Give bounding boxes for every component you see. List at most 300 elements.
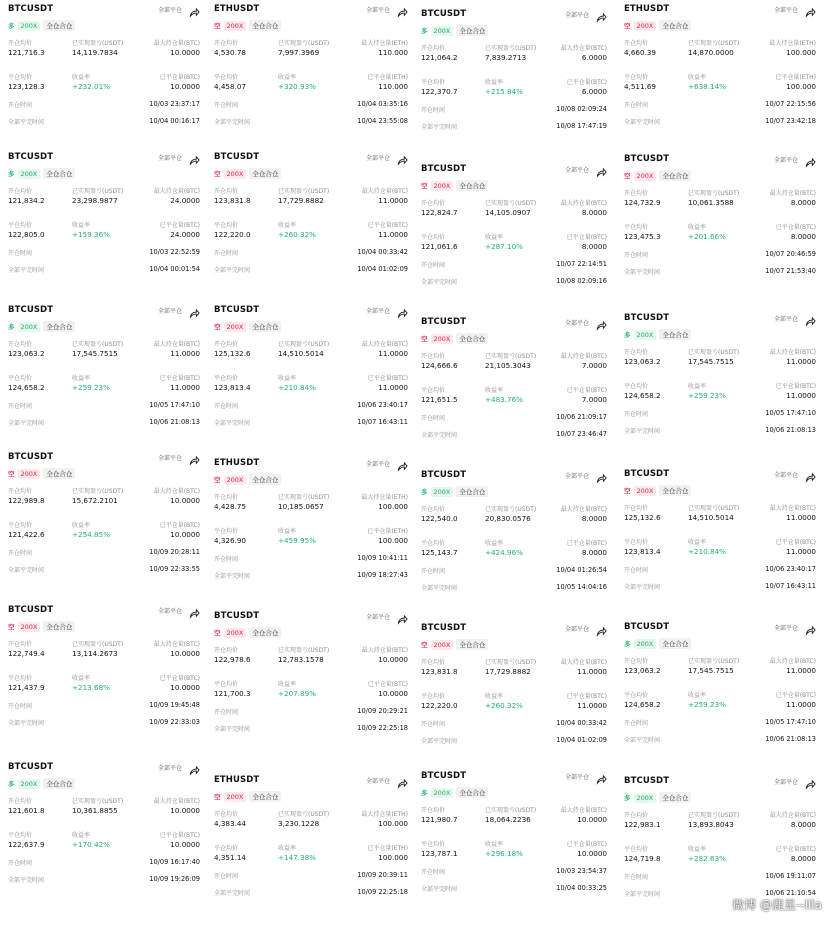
realized-pnl-label: 已实现盈亏(USDT) bbox=[278, 188, 330, 195]
close-avg-label: 平仓均价 bbox=[8, 675, 33, 682]
close-time-label: 全部平完时间 bbox=[624, 269, 661, 276]
close-time-value: 10/04 01:02:09 bbox=[357, 265, 408, 273]
position-card bbox=[214, 4, 412, 152]
close-avg-value: 121,422.6 bbox=[8, 530, 45, 539]
open-avg-value: 123,831.8 bbox=[421, 667, 458, 676]
yield-label: 收益率 bbox=[72, 832, 91, 839]
share-icon[interactable] bbox=[189, 604, 200, 615]
badge-row bbox=[214, 321, 281, 332]
max-hold-value: 11.0000 bbox=[577, 667, 607, 676]
close-time-value: 10/06 21:08:13 bbox=[765, 735, 816, 743]
card-header bbox=[421, 470, 611, 484]
closed-qty-value: 11.0000 bbox=[577, 701, 607, 710]
yield-value: +260.32% bbox=[278, 230, 317, 239]
close-all-button[interactable]: 全部平仓 bbox=[564, 774, 589, 781]
direction-badge: 多 bbox=[8, 170, 15, 178]
badge-row bbox=[421, 180, 488, 191]
yield-label: 收益率 bbox=[688, 539, 707, 546]
open-time-label: 开仓时间 bbox=[624, 567, 649, 574]
open-avg-value: 121,834.2 bbox=[8, 196, 45, 205]
leverage-badge: 200X bbox=[224, 322, 247, 332]
yield-value: +259.23% bbox=[688, 391, 727, 400]
card-header bbox=[214, 4, 412, 18]
closed-qty-label: 已平仓量(BTC) bbox=[775, 383, 816, 390]
leverage-badge: 200X bbox=[634, 793, 657, 803]
close-all-button[interactable]: 全部平仓 bbox=[157, 7, 182, 14]
open-time-label: 开仓时间 bbox=[421, 568, 446, 575]
close-time-label: 全部平完时间 bbox=[8, 420, 45, 427]
closed-qty-value: 10.0000 bbox=[170, 82, 200, 91]
symbol-label: BTCUSDT bbox=[214, 152, 260, 162]
close-all-button[interactable]: 全部平仓 bbox=[365, 614, 390, 621]
realized-pnl-label: 已实现盈亏(USDT) bbox=[72, 488, 124, 495]
open-avg-value: 122,749.4 bbox=[8, 649, 45, 658]
share-icon[interactable] bbox=[189, 451, 200, 462]
badge-row bbox=[214, 20, 281, 31]
open-time-label: 开仓时间 bbox=[214, 250, 239, 257]
close-time-value: 10/04 00:33:25 bbox=[556, 884, 607, 892]
close-avg-value: 122,637.9 bbox=[8, 840, 45, 849]
margin-mode-badge: 全仓合仓 bbox=[249, 791, 281, 802]
direction-badge: 空 bbox=[214, 323, 221, 331]
open-time-value: 10/05 17:47:10 bbox=[765, 409, 816, 417]
share-icon[interactable] bbox=[596, 8, 607, 19]
share-icon[interactable] bbox=[397, 3, 408, 14]
close-avg-label: 平仓均价 bbox=[8, 832, 33, 839]
yield-label: 收益率 bbox=[278, 74, 297, 81]
open-avg-label: 开仓均价 bbox=[8, 40, 33, 47]
close-all-button[interactable]: 全部平仓 bbox=[564, 167, 589, 174]
badge-row bbox=[8, 20, 75, 31]
closed-qty-label: 已平仓量(BTC) bbox=[159, 675, 200, 682]
max-hold-value: 10.0000 bbox=[170, 649, 200, 658]
max-hold-label: 最大持仓量(BTC) bbox=[560, 200, 607, 207]
max-hold-value: 8.0000 bbox=[581, 208, 607, 217]
max-hold-label: 最大持仓量(ETH) bbox=[361, 40, 408, 47]
leverage-badge: 200X bbox=[224, 169, 247, 179]
realized-pnl-label: 已实现盈亏(USDT) bbox=[72, 641, 124, 648]
open-time-value: 10/07 20:46:59 bbox=[765, 250, 816, 258]
yield-label: 收益率 bbox=[485, 841, 504, 848]
close-avg-label: 平仓均价 bbox=[421, 693, 446, 700]
yield-label: 收益率 bbox=[72, 522, 91, 529]
symbol-label: BTCUSDT bbox=[421, 771, 467, 781]
margin-mode-badge: 全仓合仓 bbox=[43, 621, 75, 632]
card-header bbox=[8, 605, 204, 619]
yield-label: 收益率 bbox=[278, 375, 297, 382]
yield-value: +259.23% bbox=[688, 700, 727, 709]
badge-row bbox=[421, 639, 488, 650]
card-column bbox=[421, 0, 611, 915]
max-hold-value: 11.0000 bbox=[378, 196, 408, 205]
position-card bbox=[8, 605, 204, 761]
open-time-value: 10/09 10:41:11 bbox=[357, 554, 408, 562]
closed-qty-label: 已平仓量(BTC) bbox=[566, 79, 607, 86]
open-avg-label: 开仓均价 bbox=[421, 506, 446, 513]
close-all-button[interactable]: 全部平仓 bbox=[773, 316, 798, 323]
realized-pnl-value: 14,510.5014 bbox=[688, 513, 734, 522]
close-time-value: 10/04 00:16:17 bbox=[149, 117, 200, 125]
share-icon[interactable] bbox=[596, 622, 607, 633]
close-avg-label: 平仓均价 bbox=[421, 841, 446, 848]
close-time-label: 全部平完时间 bbox=[421, 886, 458, 893]
realized-pnl-label: 已实现盈亏(USDT) bbox=[278, 341, 330, 348]
closed-qty-label: 已平仓量(BTC) bbox=[367, 681, 408, 688]
direction-badge: 多 bbox=[8, 780, 15, 788]
realized-pnl-value: 21,105.3043 bbox=[485, 361, 531, 370]
close-all-button[interactable]: 全部平仓 bbox=[564, 320, 589, 327]
card-header bbox=[8, 305, 204, 319]
closed-qty-value: 11.0000 bbox=[786, 391, 816, 400]
close-all-button[interactable]: 全部平仓 bbox=[157, 308, 182, 315]
direction-badge: 空 bbox=[8, 623, 15, 631]
realized-pnl-value: 14,105.0907 bbox=[485, 208, 531, 217]
close-time-label: 全部平完时间 bbox=[214, 420, 251, 427]
close-time-value: 10/09 22:33:55 bbox=[149, 565, 200, 573]
open-avg-value: 4,660.39 bbox=[624, 48, 657, 57]
max-hold-value: 100.000 bbox=[378, 502, 408, 511]
close-avg-label: 平仓均价 bbox=[421, 540, 446, 547]
close-avg-value: 123,813.4 bbox=[624, 547, 661, 556]
max-hold-label: 最大持仓量(BTC) bbox=[560, 45, 607, 52]
margin-mode-badge: 全仓合仓 bbox=[249, 474, 281, 485]
direction-badge: 空 bbox=[214, 793, 221, 801]
card-header bbox=[624, 622, 820, 636]
realized-pnl-value: 3,230.1228 bbox=[278, 819, 320, 828]
close-all-button[interactable]: 全部平仓 bbox=[157, 155, 182, 162]
open-avg-label: 开仓均价 bbox=[624, 658, 649, 665]
close-all-button[interactable]: 全部平仓 bbox=[564, 12, 589, 19]
position-card bbox=[421, 771, 611, 924]
closed-qty-value: 8.0000 bbox=[790, 232, 816, 241]
share-icon[interactable] bbox=[397, 457, 408, 468]
close-all-button[interactable]: 全部平仓 bbox=[157, 608, 182, 615]
leverage-badge: 200X bbox=[634, 21, 657, 31]
open-time-label: 开仓时间 bbox=[421, 721, 446, 728]
share-icon[interactable] bbox=[596, 770, 607, 781]
close-avg-value: 4,511.69 bbox=[624, 82, 657, 91]
closed-qty-label: 已平仓量(BTC) bbox=[159, 375, 200, 382]
position-card bbox=[214, 611, 412, 767]
max-hold-value: 24.0000 bbox=[170, 196, 200, 205]
leverage-badge: 200X bbox=[18, 322, 41, 332]
close-time-value: 10/04 23:55:08 bbox=[357, 117, 408, 125]
max-hold-value: 100.000 bbox=[786, 48, 816, 57]
closed-qty-label: 已平仓量(BTC) bbox=[566, 234, 607, 241]
close-all-button[interactable]: 全部平仓 bbox=[365, 155, 390, 162]
open-avg-label: 开仓均价 bbox=[8, 488, 33, 495]
position-card bbox=[421, 317, 611, 467]
close-time-label: 全部平完时间 bbox=[624, 119, 661, 126]
margin-mode-badge: 全仓合仓 bbox=[659, 792, 691, 803]
closed-qty-value: 8.0000 bbox=[581, 242, 607, 251]
share-icon[interactable] bbox=[397, 610, 408, 621]
realized-pnl-label: 已实现盈亏(USDT) bbox=[688, 812, 740, 819]
card-header bbox=[624, 4, 820, 18]
direction-badge: 多 bbox=[624, 331, 631, 339]
closed-qty-value: 7.0000 bbox=[581, 395, 607, 404]
symbol-label: BTCUSDT bbox=[8, 452, 54, 462]
symbol-label: BTCUSDT bbox=[8, 152, 54, 162]
yield-label: 收益率 bbox=[72, 74, 91, 81]
share-icon[interactable] bbox=[397, 304, 408, 315]
max-hold-label: 最大持仓量(BTC) bbox=[560, 659, 607, 666]
share-icon[interactable] bbox=[189, 761, 200, 772]
open-time-value: 10/05 17:47:10 bbox=[765, 718, 816, 726]
close-avg-value: 124,658.2 bbox=[624, 700, 661, 709]
yield-label: 收益率 bbox=[485, 387, 504, 394]
share-icon[interactable] bbox=[397, 774, 408, 785]
symbol-label: BTCUSDT bbox=[421, 623, 467, 633]
position-card bbox=[8, 305, 204, 455]
realized-pnl-value: 14,510.5014 bbox=[278, 349, 324, 358]
max-hold-label: 最大持仓量(BTC) bbox=[153, 798, 200, 805]
open-time-value: 10/04 03:35:16 bbox=[357, 100, 408, 108]
open-avg-label: 开仓均价 bbox=[8, 188, 33, 195]
share-icon[interactable] bbox=[596, 469, 607, 480]
yield-value: +207.89% bbox=[278, 689, 317, 698]
realized-pnl-label: 已实现盈亏(USDT) bbox=[278, 494, 330, 501]
share-icon[interactable] bbox=[805, 468, 816, 479]
closed-qty-label: 已平仓量(BTC) bbox=[775, 692, 816, 699]
realized-pnl-label: 已实现盈亏(USDT) bbox=[485, 45, 537, 52]
close-time-value: 10/07 21:53:40 bbox=[765, 267, 816, 275]
margin-mode-badge: 全仓合仓 bbox=[456, 25, 488, 36]
closed-qty-label: 已平仓量(BTC) bbox=[566, 693, 607, 700]
close-all-button[interactable]: 全部平仓 bbox=[773, 157, 798, 164]
leverage-badge: 200X bbox=[18, 779, 41, 789]
leverage-badge: 200X bbox=[224, 792, 247, 802]
position-card bbox=[8, 152, 204, 302]
open-time-value: 10/04 00:33:42 bbox=[556, 719, 607, 727]
yield-label: 收益率 bbox=[278, 528, 297, 535]
close-time-value: 10/06 21:08:13 bbox=[765, 426, 816, 434]
open-avg-value: 4,530.78 bbox=[214, 48, 247, 57]
realized-pnl-value: 12,783.1578 bbox=[278, 655, 324, 664]
close-avg-value: 125,143.7 bbox=[421, 548, 458, 557]
realized-pnl-value: 17,545.7515 bbox=[688, 357, 734, 366]
position-card bbox=[624, 469, 820, 621]
leverage-badge: 200X bbox=[431, 788, 454, 798]
closed-qty-label: 已平仓量(BTC) bbox=[566, 387, 607, 394]
direction-badge: 空 bbox=[214, 22, 221, 30]
symbol-label: BTCUSDT bbox=[8, 4, 54, 14]
realized-pnl-label: 已实现盈亏(USDT) bbox=[278, 40, 330, 47]
close-all-button[interactable]: 全部平仓 bbox=[564, 473, 589, 480]
closed-qty-label: 已平仓量(BTC) bbox=[159, 222, 200, 229]
direction-badge: 空 bbox=[624, 22, 631, 30]
badge-row bbox=[624, 792, 691, 803]
leverage-badge: 200X bbox=[634, 171, 657, 181]
card-column bbox=[624, 0, 820, 915]
close-all-button[interactable]: 全部平仓 bbox=[157, 455, 182, 462]
closed-qty-label: 已平仓量(BTC) bbox=[775, 846, 816, 853]
yield-label: 收益率 bbox=[485, 540, 504, 547]
open-avg-value: 125,132.6 bbox=[624, 513, 661, 522]
yield-value: +638.14% bbox=[688, 82, 727, 91]
direction-badge: 空 bbox=[624, 487, 631, 495]
closed-qty-label: 已平仓量(BTC) bbox=[775, 539, 816, 546]
close-avg-value: 124,658.2 bbox=[8, 383, 45, 392]
card-header bbox=[421, 164, 611, 178]
card-header bbox=[8, 152, 204, 166]
close-all-button[interactable]: 全部平仓 bbox=[773, 779, 798, 786]
margin-mode-badge: 全仓合仓 bbox=[43, 468, 75, 479]
open-avg-label: 开仓均价 bbox=[8, 641, 33, 648]
realized-pnl-value: 10,061.3588 bbox=[688, 198, 734, 207]
close-avg-value: 122,220.0 bbox=[421, 701, 458, 710]
close-all-button[interactable]: 全部平仓 bbox=[365, 308, 390, 315]
yield-value: +147.38% bbox=[278, 853, 317, 862]
realized-pnl-value: 7,997.3969 bbox=[278, 48, 320, 57]
card-header bbox=[214, 305, 412, 319]
share-icon[interactable] bbox=[805, 153, 816, 164]
badge-row bbox=[8, 168, 75, 179]
open-time-value: 10/09 16:17:40 bbox=[149, 858, 200, 866]
close-all-button[interactable]: 全部平仓 bbox=[773, 7, 798, 14]
close-time-label: 全部平完时间 bbox=[214, 890, 251, 897]
leverage-badge: 200X bbox=[431, 181, 454, 191]
card-header bbox=[8, 762, 204, 776]
close-avg-label: 平仓均价 bbox=[624, 692, 649, 699]
closed-qty-value: 100.000 bbox=[378, 536, 408, 545]
close-all-button[interactable]: 全部平仓 bbox=[773, 625, 798, 632]
max-hold-value: 10.0000 bbox=[170, 496, 200, 505]
share-icon[interactable] bbox=[805, 621, 816, 632]
closed-qty-value: 11.0000 bbox=[786, 547, 816, 556]
margin-mode-badge: 全仓合仓 bbox=[249, 168, 281, 179]
badge-row bbox=[421, 25, 488, 36]
open-time-value: 10/08 02:09:24 bbox=[556, 105, 607, 113]
share-icon[interactable] bbox=[189, 304, 200, 315]
margin-mode-badge: 全仓合仓 bbox=[659, 170, 691, 181]
yield-value: +424.96% bbox=[485, 548, 524, 557]
symbol-label: BTCUSDT bbox=[421, 164, 467, 174]
close-avg-value: 4,326.90 bbox=[214, 536, 247, 545]
leverage-badge: 200X bbox=[224, 628, 247, 638]
close-all-button[interactable]: 全部平仓 bbox=[365, 778, 390, 785]
open-time-label: 开仓时间 bbox=[214, 102, 239, 109]
close-avg-value: 4,351.14 bbox=[214, 853, 247, 862]
close-time-value: 10/09 22:25:18 bbox=[357, 888, 408, 896]
closed-qty-value: 10.0000 bbox=[577, 849, 607, 858]
yield-value: +210.84% bbox=[688, 547, 727, 556]
share-icon[interactable] bbox=[805, 3, 816, 14]
yield-label: 收益率 bbox=[278, 681, 297, 688]
margin-mode-badge: 全仓合仓 bbox=[456, 180, 488, 191]
realized-pnl-label: 已实现盈亏(USDT) bbox=[278, 647, 330, 654]
direction-badge: 多 bbox=[8, 323, 15, 331]
open-time-label: 开仓时间 bbox=[624, 411, 649, 418]
open-avg-value: 123,063.2 bbox=[8, 349, 45, 358]
margin-mode-badge: 全仓合仓 bbox=[43, 778, 75, 789]
position-card bbox=[214, 458, 412, 610]
open-avg-label: 开仓均价 bbox=[214, 494, 239, 501]
close-all-button[interactable]: 全部平仓 bbox=[564, 626, 589, 633]
close-time-label: 全部平完时间 bbox=[624, 584, 661, 591]
yield-value: +232.01% bbox=[72, 82, 111, 91]
card-header bbox=[624, 154, 820, 168]
card-header bbox=[624, 313, 820, 327]
close-time-value: 10/08 02:09:16 bbox=[556, 277, 607, 285]
symbol-label: BTCUSDT bbox=[624, 469, 670, 479]
leverage-badge: 200X bbox=[634, 330, 657, 340]
position-card bbox=[421, 9, 611, 157]
realized-pnl-label: 已实现盈亏(USDT) bbox=[688, 658, 740, 665]
open-time-label: 开仓时间 bbox=[8, 703, 33, 710]
symbol-label: BTCUSDT bbox=[214, 611, 260, 621]
margin-mode-badge: 全仓合仓 bbox=[456, 333, 488, 344]
share-icon[interactable] bbox=[189, 3, 200, 14]
open-time-value: 10/05 17:47:10 bbox=[149, 401, 200, 409]
badge-row bbox=[624, 329, 691, 340]
open-time-label: 开仓时间 bbox=[624, 102, 649, 109]
max-hold-value: 11.0000 bbox=[786, 666, 816, 675]
max-hold-label: 最大持仓量(BTC) bbox=[560, 807, 607, 814]
leverage-badge: 200X bbox=[18, 622, 41, 632]
close-avg-label: 平仓均价 bbox=[421, 387, 446, 394]
open-time-label: 开仓时间 bbox=[421, 869, 446, 876]
open-time-label: 开仓时间 bbox=[8, 403, 33, 410]
open-avg-label: 开仓均价 bbox=[624, 812, 649, 819]
open-time-value: 10/09 20:28:11 bbox=[149, 548, 200, 556]
realized-pnl-value: 17,545.7515 bbox=[72, 349, 118, 358]
close-avg-value: 121,437.9 bbox=[8, 683, 45, 692]
open-time-label: 开仓时间 bbox=[214, 873, 239, 880]
symbol-label: BTCUSDT bbox=[8, 762, 54, 772]
yield-label: 收益率 bbox=[688, 692, 707, 699]
close-avg-value: 123,128.3 bbox=[8, 82, 45, 91]
close-all-button[interactable]: 全部平仓 bbox=[157, 765, 182, 772]
closed-qty-label: 已平仓量(ETH) bbox=[775, 74, 816, 81]
open-time-label: 开仓时间 bbox=[214, 556, 239, 563]
max-hold-label: 最大持仓量(ETH) bbox=[361, 811, 408, 818]
closed-qty-label: 已平仓量(ETH) bbox=[367, 845, 408, 852]
max-hold-label: 最大持仓量(BTC) bbox=[361, 188, 408, 195]
share-icon[interactable] bbox=[805, 775, 816, 786]
share-icon[interactable] bbox=[189, 151, 200, 162]
closed-qty-value: 10.0000 bbox=[170, 530, 200, 539]
yield-label: 收益率 bbox=[688, 383, 707, 390]
max-hold-label: 最大持仓量(BTC) bbox=[769, 812, 816, 819]
close-time-label: 全部平完时间 bbox=[421, 124, 458, 131]
closed-qty-value: 100.000 bbox=[786, 82, 816, 91]
badge-row bbox=[8, 621, 75, 632]
open-time-value: 10/06 23:40:17 bbox=[357, 401, 408, 409]
margin-mode-badge: 全仓合仓 bbox=[249, 627, 281, 638]
close-all-button[interactable]: 全部平仓 bbox=[773, 472, 798, 479]
close-all-button[interactable]: 全部平仓 bbox=[365, 461, 390, 468]
close-avg-value: 4,458.07 bbox=[214, 82, 247, 91]
open-avg-label: 开仓均价 bbox=[421, 353, 446, 360]
share-icon[interactable] bbox=[805, 312, 816, 323]
max-hold-label: 最大持仓量(ETH) bbox=[361, 494, 408, 501]
close-all-button[interactable]: 全部平仓 bbox=[365, 7, 390, 14]
max-hold-value: 11.0000 bbox=[786, 357, 816, 366]
share-icon[interactable] bbox=[397, 151, 408, 162]
direction-badge: 空 bbox=[8, 470, 15, 478]
margin-mode-badge: 全仓合仓 bbox=[659, 329, 691, 340]
closed-qty-label: 已平仓量(BTC) bbox=[159, 74, 200, 81]
close-avg-label: 平仓均价 bbox=[214, 375, 239, 382]
max-hold-label: 最大持仓量(BTC) bbox=[153, 40, 200, 47]
share-icon[interactable] bbox=[596, 163, 607, 174]
badge-row bbox=[421, 333, 488, 344]
realized-pnl-value: 17,545.7515 bbox=[688, 666, 734, 675]
max-hold-value: 11.0000 bbox=[786, 513, 816, 522]
share-icon[interactable] bbox=[596, 316, 607, 327]
position-card bbox=[214, 305, 412, 455]
